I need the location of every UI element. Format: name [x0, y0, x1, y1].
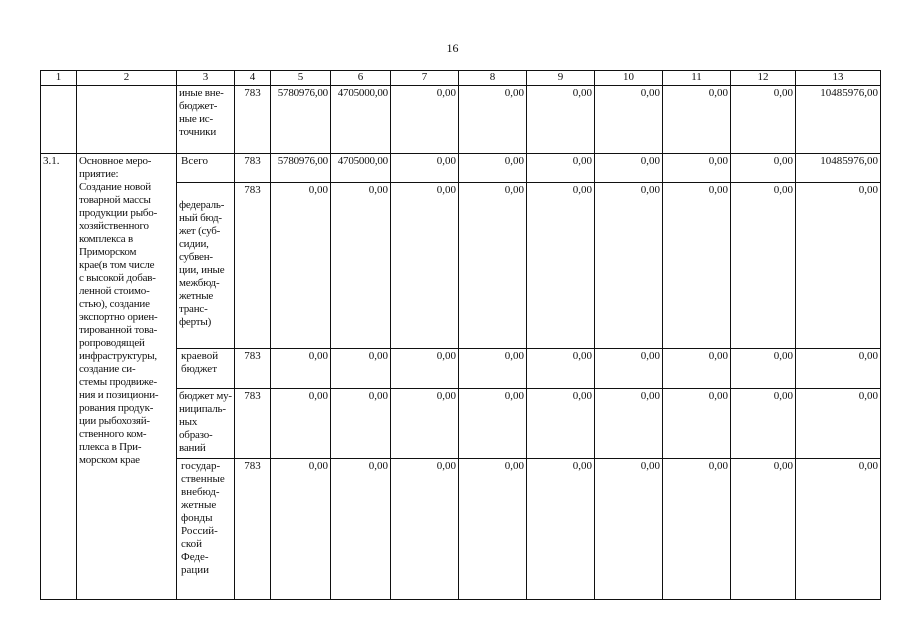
- code-cell: 783: [235, 154, 271, 183]
- value-cell: 0,00: [595, 349, 663, 389]
- value-cell: 0,00: [527, 86, 595, 154]
- value-cell: 5780976,00: [271, 86, 331, 154]
- value-cell: 0,00: [663, 349, 731, 389]
- value-cell: 0,00: [391, 389, 459, 459]
- value-cell: 0,00: [595, 459, 663, 600]
- value-cell: 0,00: [271, 459, 331, 600]
- table-row: [41, 154, 881, 183]
- funding-source-cell: [177, 349, 235, 389]
- value-cell: 5780976,00: [271, 154, 331, 183]
- value-cell: 4705000,00: [331, 86, 391, 154]
- column-number: 10: [595, 71, 663, 86]
- value-cell: 0,00: [796, 459, 881, 600]
- column-number: 2: [77, 71, 177, 86]
- value-cell: 0,00: [331, 459, 391, 600]
- column-number: 12: [731, 71, 796, 86]
- value-cell: 0,00: [796, 183, 881, 349]
- value-cell: 0,00: [595, 389, 663, 459]
- value-cell: 0,00: [391, 183, 459, 349]
- value-cell: 0,00: [731, 86, 796, 154]
- column-number: 7: [391, 71, 459, 86]
- column-number: 3: [177, 71, 235, 86]
- funding-source: Всего: [181, 155, 208, 167]
- value-cell: 0,00: [459, 183, 527, 349]
- value-cell: 0,00: [459, 349, 527, 389]
- funding-source: иные вне- бюджет- ные ис- точники: [179, 87, 224, 138]
- value-cell: 0,00: [595, 183, 663, 349]
- value-cell: 0,00: [595, 86, 663, 154]
- column-number: 5: [271, 71, 331, 86]
- code-cell: 783: [235, 349, 271, 389]
- funding-source-cell: [177, 183, 235, 349]
- value-cell: 0,00: [663, 459, 731, 600]
- code-cell: 783: [235, 389, 271, 459]
- value-cell: 0,00: [331, 389, 391, 459]
- value-cell: 0,00: [391, 86, 459, 154]
- column-number: 6: [331, 71, 391, 86]
- code-cell: 783: [235, 86, 271, 154]
- value-cell: 0,00: [731, 349, 796, 389]
- column-number: 9: [527, 71, 595, 86]
- code-cell: 783: [235, 183, 271, 349]
- value-cell: 0,00: [527, 154, 595, 183]
- value-cell: 10485976,00: [796, 154, 881, 183]
- value-cell: 0,00: [459, 389, 527, 459]
- column-number: 8: [459, 71, 527, 86]
- table-row: [41, 86, 881, 154]
- value-cell: 0,00: [391, 154, 459, 183]
- value-cell: 0,00: [459, 459, 527, 600]
- value-cell: 0,00: [663, 86, 731, 154]
- value-cell: 10485976,00: [796, 86, 881, 154]
- funding-source-cell: [177, 459, 235, 600]
- column-number: 11: [663, 71, 731, 86]
- value-cell: 0,00: [731, 389, 796, 459]
- column-number: 4: [235, 71, 271, 86]
- value-cell: 0,00: [527, 389, 595, 459]
- value-cell: 0,00: [391, 459, 459, 600]
- value-cell: 0,00: [391, 349, 459, 389]
- budget-table: [40, 70, 881, 600]
- value-cell: 4705000,00: [331, 154, 391, 183]
- value-cell: 0,00: [331, 183, 391, 349]
- value-cell: 0,00: [731, 183, 796, 349]
- value-cell: 0,00: [271, 183, 331, 349]
- value-cell: 0,00: [271, 389, 331, 459]
- row-number-cell: [41, 86, 77, 154]
- value-cell: 0,00: [663, 389, 731, 459]
- funding-source-cell: [177, 86, 235, 154]
- funding-source: федераль- ный бюд- жет (суб- сидии, субвен- ции, иные межбюд- жетные транс- ферты): [179, 199, 225, 328]
- value-cell: 0,00: [527, 349, 595, 389]
- column-number: 13: [796, 71, 881, 86]
- page-number: 16: [446, 41, 459, 55]
- funding-source: бюджет му- ниципаль- ных образо- ваний: [179, 390, 232, 454]
- value-cell: 0,00: [663, 183, 731, 349]
- value-cell: 0,00: [459, 86, 527, 154]
- code-cell: 783: [235, 459, 271, 600]
- funding-source: государ- ственные внебюд- жетные фонды Россий- ской Феде- рации: [181, 460, 225, 576]
- funding-source-cell: [177, 389, 235, 459]
- activity-description: Основное меро- приятие: Создание новой товарной массы продукции рыбо- хозяйственного комплекса в Приморском крае(в том числе с высокой добав- ленной стоимо- стью), создание экспортно ориен- тированной това- ропроводящей инфраструктуры, создание си- стемы продвиже- ния и позициони- рования продук- ции рыбохозяй- ственного ком- плекса в При- морском крае: [79, 155, 159, 466]
- value-cell: 0,00: [331, 349, 391, 389]
- value-cell: 0,00: [527, 183, 595, 349]
- value-cell: 0,00: [595, 154, 663, 183]
- funding-source-cell: [177, 154, 235, 183]
- value-cell: 0,00: [459, 154, 527, 183]
- row-number-cell: 3.1.: [41, 154, 77, 600]
- value-cell: 0,00: [527, 459, 595, 600]
- value-cell: 0,00: [271, 349, 331, 389]
- activity-cell: [77, 86, 177, 154]
- value-cell: 0,00: [731, 154, 796, 183]
- activity-cell: [77, 154, 177, 600]
- column-number: 1: [41, 71, 77, 86]
- value-cell: 0,00: [663, 154, 731, 183]
- value-cell: 0,00: [796, 389, 881, 459]
- column-number-row: [41, 71, 881, 86]
- funding-source: краевой бюджет: [181, 350, 219, 375]
- value-cell: 0,00: [731, 459, 796, 600]
- value-cell: 0,00: [796, 349, 881, 389]
